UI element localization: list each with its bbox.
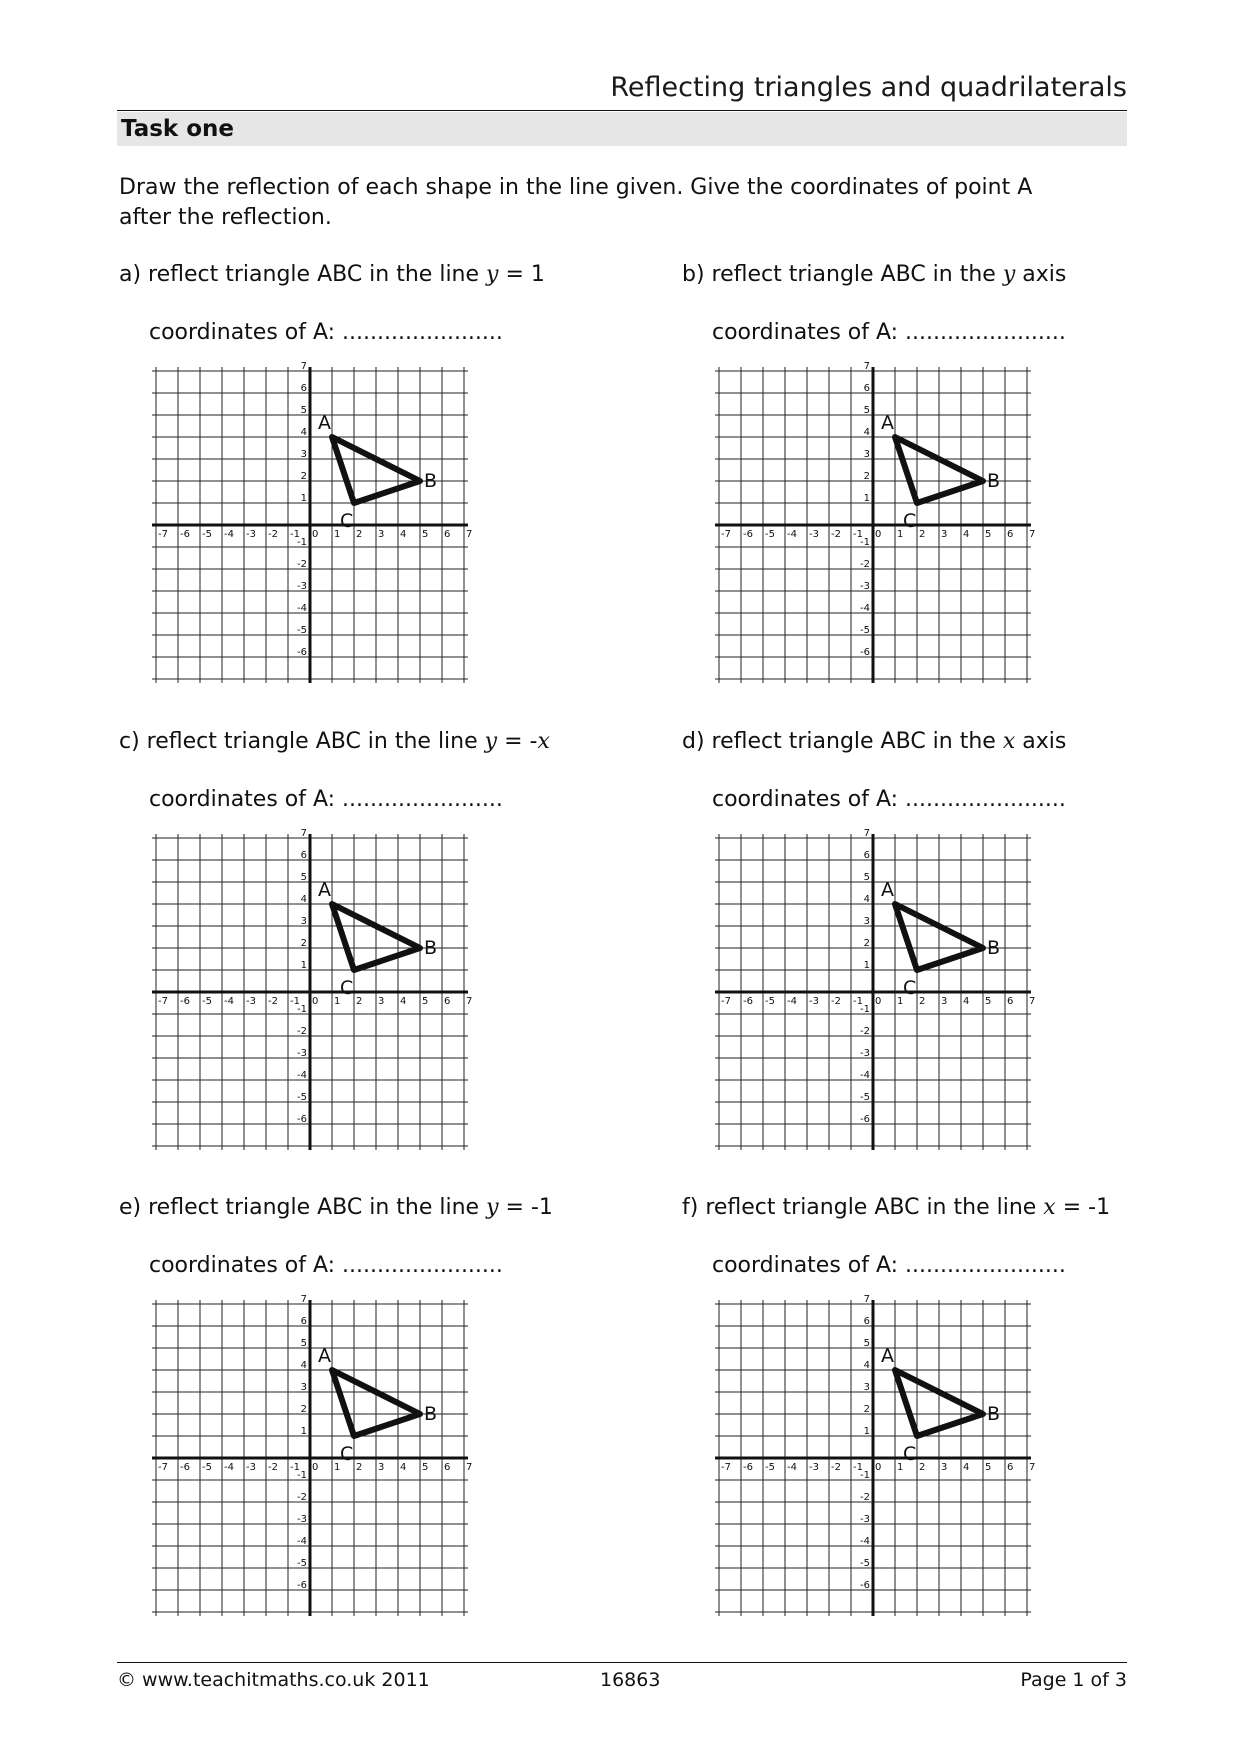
vertex-label-a: A xyxy=(881,412,894,434)
y-tick-label: -5 xyxy=(860,625,870,636)
vertex-label-c: C xyxy=(903,1443,917,1465)
coordinate-grid-svg xyxy=(708,360,1038,690)
x-tick-label: 1 xyxy=(897,996,904,1007)
coordinates-answer-f[interactable]: coordinates of A: ....................... xyxy=(712,1253,1066,1278)
y-tick-label: 2 xyxy=(863,471,870,482)
vertex-label-a: A xyxy=(881,1345,894,1367)
y-tick-label: -4 xyxy=(860,1536,870,1547)
x-tick-label: -4 xyxy=(787,996,797,1007)
x-tick-label: -3 xyxy=(809,529,819,540)
coordinates-answer-c[interactable]: coordinates of A: ....................... xyxy=(149,787,503,812)
y-tick-label: -6 xyxy=(297,1114,307,1125)
instructions-text: Draw the reflection of each shape in the line given. Give the coordinates of point A after the reflection. xyxy=(119,175,1033,230)
y-tick-label: -2 xyxy=(297,559,307,570)
x-tick-label: -2 xyxy=(831,1462,841,1473)
x-tick-label: -5 xyxy=(765,1462,775,1473)
x-tick-label: 1 xyxy=(334,996,341,1007)
x-tick-label: 2 xyxy=(356,1462,363,1473)
x-tick-label: 2 xyxy=(919,529,926,540)
y-tick-label: -3 xyxy=(297,1514,307,1525)
x-tick-label: 5 xyxy=(422,1462,429,1473)
footer-code: 16863 xyxy=(600,1669,661,1691)
x-tick-label: 1 xyxy=(334,529,341,540)
y-tick-label: 4 xyxy=(300,894,307,905)
x-tick-label: 4 xyxy=(963,1462,970,1473)
footer-copyright: © www.teachitmaths.co.uk 2011 xyxy=(117,1669,430,1691)
y-tick-label: 7 xyxy=(300,361,307,372)
y-tick-label: -3 xyxy=(297,1048,307,1059)
y-tick-label: 6 xyxy=(300,1316,307,1327)
y-tick-label: -1 xyxy=(860,1004,870,1015)
x-tick-label: 0 xyxy=(875,529,882,540)
y-tick-label: 2 xyxy=(863,938,870,949)
y-tick-label: 3 xyxy=(863,1382,870,1393)
y-tick-label: 5 xyxy=(300,405,307,416)
x-tick-label: -7 xyxy=(721,529,731,540)
vertex-label-b: B xyxy=(987,1403,1001,1425)
x-tick-label: 6 xyxy=(444,529,451,540)
y-tick-label: 6 xyxy=(863,850,870,861)
x-tick-label: -4 xyxy=(224,996,234,1007)
x-tick-label: 1 xyxy=(897,529,904,540)
x-tick-label: -6 xyxy=(743,529,753,540)
coordinates-answer-a[interactable]: coordinates of A: ....................... xyxy=(149,320,503,345)
x-tick-label: 4 xyxy=(400,1462,407,1473)
y-tick-label: -6 xyxy=(860,1114,870,1125)
y-tick-label: 4 xyxy=(300,427,307,438)
y-tick-label: -1 xyxy=(297,1470,307,1481)
x-tick-label: 6 xyxy=(1007,996,1014,1007)
x-tick-label: -4 xyxy=(787,529,797,540)
x-tick-label: 6 xyxy=(444,1462,451,1473)
x-tick-label: -4 xyxy=(787,1462,797,1473)
x-tick-label: -1 xyxy=(853,529,863,540)
y-tick-label: -4 xyxy=(297,1070,307,1081)
x-tick-label: 1 xyxy=(897,1462,904,1473)
footer-divider xyxy=(117,1662,1127,1663)
x-tick-label: -2 xyxy=(831,996,841,1007)
y-tick-label: -4 xyxy=(860,603,870,614)
x-tick-label: 2 xyxy=(919,996,926,1007)
x-tick-label: -2 xyxy=(831,529,841,540)
x-tick-label: -2 xyxy=(268,996,278,1007)
vertex-label-c: C xyxy=(903,510,917,532)
x-tick-label: 7 xyxy=(466,996,473,1007)
x-tick-label: -3 xyxy=(809,996,819,1007)
y-tick-label: 2 xyxy=(300,1404,307,1415)
y-tick-label: -3 xyxy=(860,1514,870,1525)
question-e: e) reflect triangle ABC in the line y = -1 xyxy=(119,1195,553,1220)
vertex-label-c: C xyxy=(903,977,917,999)
y-tick-label: 6 xyxy=(300,850,307,861)
coordinates-answer-d[interactable]: coordinates of A: ....................... xyxy=(712,787,1066,812)
y-tick-label: -2 xyxy=(297,1492,307,1503)
vertex-label-b: B xyxy=(987,470,1001,492)
y-tick-label: 5 xyxy=(863,405,870,416)
x-tick-label: -4 xyxy=(224,1462,234,1473)
question-c: c) reflect triangle ABC in the line y = -x xyxy=(119,729,550,754)
vertex-label-a: A xyxy=(318,412,331,434)
y-tick-label: -1 xyxy=(297,537,307,548)
y-tick-label: 6 xyxy=(863,383,870,394)
x-tick-label: -1 xyxy=(290,1462,300,1473)
x-tick-label: -5 xyxy=(765,996,775,1007)
y-tick-label: 4 xyxy=(863,1360,870,1371)
x-tick-label: -4 xyxy=(224,529,234,540)
x-tick-label: -3 xyxy=(246,996,256,1007)
coordinate-grid-svg xyxy=(708,827,1038,1157)
x-tick-label: -3 xyxy=(246,529,256,540)
coordinate-grid-svg xyxy=(145,1293,475,1623)
coordinate-grid-svg xyxy=(145,827,475,1157)
x-tick-label: 3 xyxy=(941,529,948,540)
x-tick-label: 5 xyxy=(422,996,429,1007)
y-tick-label: -2 xyxy=(860,1492,870,1503)
x-tick-label: 4 xyxy=(400,529,407,540)
x-tick-label: -6 xyxy=(180,996,190,1007)
coordinate-grid-d xyxy=(708,827,1038,1157)
x-tick-label: 7 xyxy=(1029,996,1036,1007)
x-tick-label: 3 xyxy=(941,996,948,1007)
x-tick-label: 0 xyxy=(875,1462,882,1473)
y-tick-label: -6 xyxy=(297,1580,307,1591)
vertex-label-b: B xyxy=(424,470,438,492)
x-tick-label: 6 xyxy=(444,996,451,1007)
vertex-label-b: B xyxy=(987,937,1001,959)
x-tick-label: 6 xyxy=(1007,529,1014,540)
y-tick-label: 6 xyxy=(300,383,307,394)
y-tick-label: -1 xyxy=(297,1004,307,1015)
page-title: Reflecting triangles and quadrilaterals xyxy=(610,72,1127,103)
coordinates-answer-e[interactable]: coordinates of A: ....................... xyxy=(149,1253,503,1278)
y-tick-label: -2 xyxy=(860,559,870,570)
x-tick-label: 7 xyxy=(466,529,473,540)
y-tick-label: 7 xyxy=(863,828,870,839)
y-tick-label: 7 xyxy=(300,828,307,839)
y-tick-label: 1 xyxy=(863,1426,870,1437)
x-tick-label: 0 xyxy=(312,996,319,1007)
y-tick-label: -6 xyxy=(297,647,307,658)
y-tick-label: 7 xyxy=(863,1294,870,1305)
x-tick-label: -7 xyxy=(158,996,168,1007)
x-tick-label: 3 xyxy=(378,996,385,1007)
task-heading: Task one xyxy=(121,116,235,142)
vertex-label-b: B xyxy=(424,937,438,959)
footer-page-number: Page 1 of 3 xyxy=(1020,1669,1127,1691)
x-tick-label: 0 xyxy=(312,1462,319,1473)
y-tick-label: -5 xyxy=(860,1092,870,1103)
vertex-label-a: A xyxy=(318,1345,331,1367)
x-tick-label: 6 xyxy=(1007,1462,1014,1473)
y-tick-label: 4 xyxy=(300,1360,307,1371)
x-tick-label: -7 xyxy=(158,1462,168,1473)
question-b: b) reflect triangle ABC in the y axis xyxy=(682,262,1067,287)
x-tick-label: 2 xyxy=(356,996,363,1007)
x-tick-label: -6 xyxy=(180,529,190,540)
vertex-label-a: A xyxy=(881,879,894,901)
x-tick-label: 7 xyxy=(466,1462,473,1473)
coordinates-answer-b[interactable]: coordinates of A: ....................... xyxy=(712,320,1066,345)
coordinate-grid-f xyxy=(708,1293,1038,1623)
y-tick-label: 1 xyxy=(863,493,870,504)
x-tick-label: 2 xyxy=(919,1462,926,1473)
coordinate-grid-svg xyxy=(145,360,475,690)
y-tick-label: -5 xyxy=(297,1558,307,1569)
y-tick-label: -3 xyxy=(297,581,307,592)
x-tick-label: 4 xyxy=(963,996,970,1007)
x-tick-label: -1 xyxy=(853,996,863,1007)
coordinate-grid-c xyxy=(145,827,475,1157)
x-tick-label: 5 xyxy=(985,1462,992,1473)
x-tick-label: 0 xyxy=(312,529,319,540)
coordinate-grid-svg xyxy=(708,1293,1038,1623)
y-tick-label: 3 xyxy=(300,449,307,460)
y-tick-label: 5 xyxy=(863,872,870,883)
y-tick-label: 5 xyxy=(300,1338,307,1349)
x-tick-label: -6 xyxy=(743,1462,753,1473)
x-tick-label: 5 xyxy=(985,529,992,540)
y-tick-label: 2 xyxy=(300,471,307,482)
vertex-label-b: B xyxy=(424,1403,438,1425)
y-tick-label: -3 xyxy=(860,581,870,592)
y-tick-label: 3 xyxy=(300,1382,307,1393)
x-tick-label: -5 xyxy=(202,1462,212,1473)
y-tick-label: 2 xyxy=(863,1404,870,1415)
y-tick-label: 1 xyxy=(300,493,307,504)
x-tick-label: 5 xyxy=(985,996,992,1007)
x-tick-label: 0 xyxy=(875,996,882,1007)
question-a: a) reflect triangle ABC in the line y = 1 xyxy=(119,262,545,287)
y-tick-label: -4 xyxy=(860,1070,870,1081)
y-tick-label: 6 xyxy=(863,1316,870,1327)
y-tick-label: 3 xyxy=(863,449,870,460)
x-tick-label: -6 xyxy=(743,996,753,1007)
y-tick-label: 5 xyxy=(300,872,307,883)
y-tick-label: -1 xyxy=(860,1470,870,1481)
task-heading-bar xyxy=(117,112,1127,146)
y-tick-label: -1 xyxy=(860,537,870,548)
x-tick-label: 7 xyxy=(1029,1462,1036,1473)
x-tick-label: -1 xyxy=(290,996,300,1007)
x-tick-label: -5 xyxy=(765,529,775,540)
y-tick-label: -5 xyxy=(297,1092,307,1103)
x-tick-label: -7 xyxy=(158,529,168,540)
y-tick-label: 2 xyxy=(300,938,307,949)
y-tick-label: -4 xyxy=(297,1536,307,1547)
vertex-label-a: A xyxy=(318,879,331,901)
x-tick-label: -1 xyxy=(290,529,300,540)
y-tick-label: 1 xyxy=(300,960,307,971)
x-tick-label: 4 xyxy=(400,996,407,1007)
y-tick-label: 1 xyxy=(300,1426,307,1437)
question-f: f) reflect triangle ABC in the line x = -1 xyxy=(682,1195,1111,1220)
vertex-label-c: C xyxy=(340,510,354,532)
y-tick-label: 7 xyxy=(300,1294,307,1305)
header-divider xyxy=(117,110,1127,111)
y-tick-label: -2 xyxy=(860,1026,870,1037)
x-tick-label: -2 xyxy=(268,1462,278,1473)
coordinate-grid-e xyxy=(145,1293,475,1623)
y-tick-label: -5 xyxy=(860,1558,870,1569)
y-tick-label: -3 xyxy=(860,1048,870,1059)
x-tick-label: 4 xyxy=(963,529,970,540)
x-tick-label: 3 xyxy=(378,529,385,540)
y-tick-label: 3 xyxy=(300,916,307,927)
vertex-label-c: C xyxy=(340,977,354,999)
x-tick-label: -1 xyxy=(853,1462,863,1473)
x-tick-label: -7 xyxy=(721,1462,731,1473)
y-tick-label: 3 xyxy=(863,916,870,927)
x-tick-label: 3 xyxy=(378,1462,385,1473)
y-tick-label: -6 xyxy=(860,647,870,658)
coordinate-grid-b xyxy=(708,360,1038,690)
x-tick-label: -5 xyxy=(202,996,212,1007)
x-tick-label: -7 xyxy=(721,996,731,1007)
x-tick-label: -2 xyxy=(268,529,278,540)
vertex-label-c: C xyxy=(340,1443,354,1465)
y-tick-label: -4 xyxy=(297,603,307,614)
y-tick-label: 7 xyxy=(863,361,870,372)
x-tick-label: 2 xyxy=(356,529,363,540)
x-tick-label: 3 xyxy=(941,1462,948,1473)
y-tick-label: -5 xyxy=(297,625,307,636)
y-tick-label: 4 xyxy=(863,427,870,438)
question-d: d) reflect triangle ABC in the x axis xyxy=(682,729,1067,754)
coordinate-grid-a xyxy=(145,360,475,690)
x-tick-label: 7 xyxy=(1029,529,1036,540)
x-tick-label: -3 xyxy=(246,1462,256,1473)
x-tick-label: 5 xyxy=(422,529,429,540)
x-tick-label: -3 xyxy=(809,1462,819,1473)
x-tick-label: 1 xyxy=(334,1462,341,1473)
y-tick-label: 5 xyxy=(863,1338,870,1349)
y-tick-label: -6 xyxy=(860,1580,870,1591)
y-tick-label: 1 xyxy=(863,960,870,971)
y-tick-label: 4 xyxy=(863,894,870,905)
x-tick-label: -5 xyxy=(202,529,212,540)
y-tick-label: -2 xyxy=(297,1026,307,1037)
x-tick-label: -6 xyxy=(180,1462,190,1473)
